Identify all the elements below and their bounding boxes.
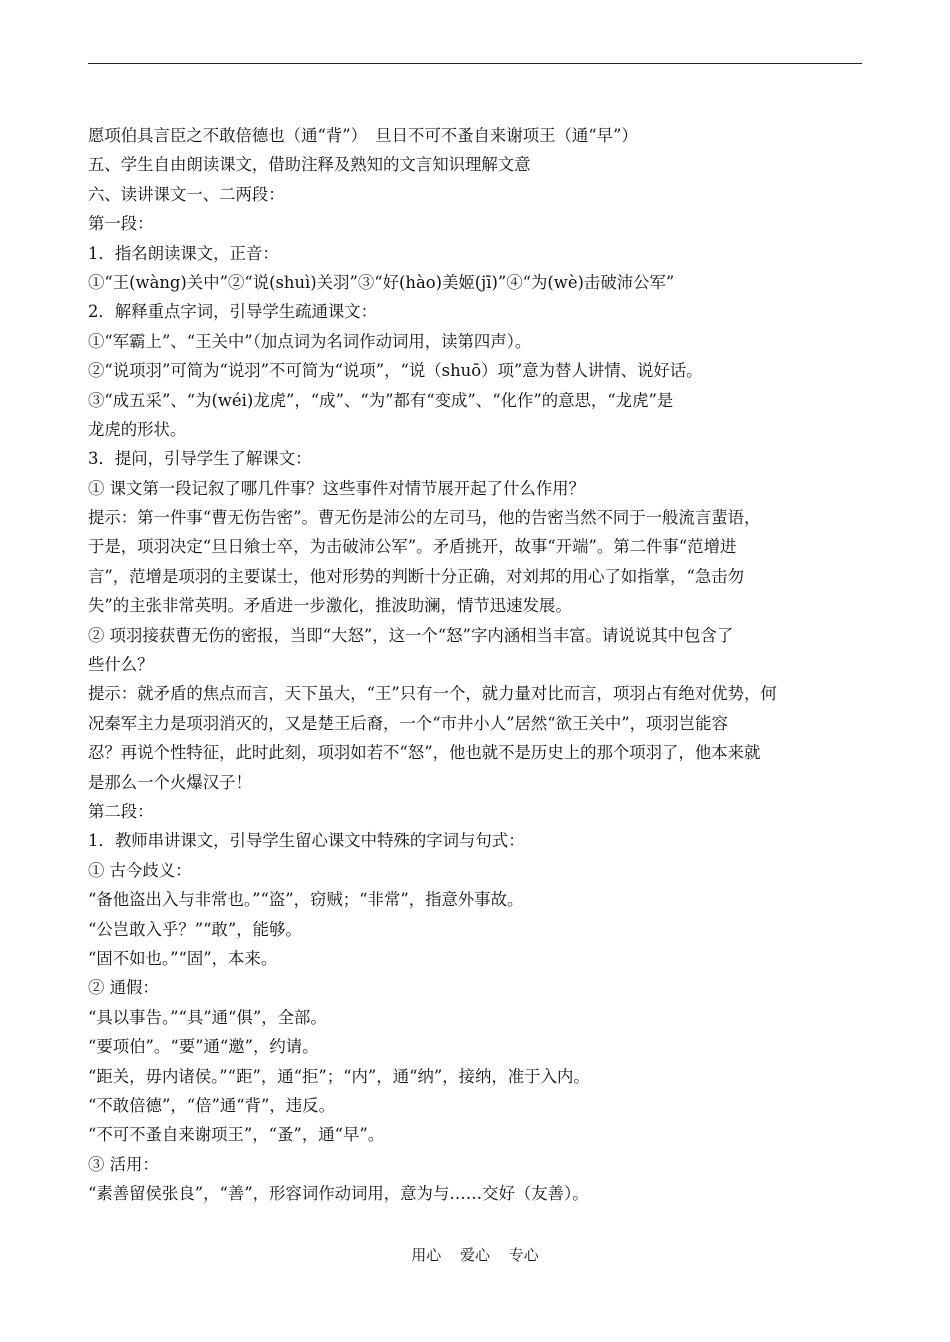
page-footer: [0, 1244, 950, 1265]
text-line: ② 项羽接获曹无伤的密报，当即“大怒”，这一个“怒”字内涵相当丰富。请说说其中包含了: [88, 625, 734, 645]
text-line: 第一段：: [88, 214, 154, 234]
text-line: ①“王(wàng)关中”②“说(shuì)关羽”③“好(hào)美姬(jī)”④“为(wè)击破沛公军”: [88, 272, 675, 292]
text-line: ① 古今歧义：: [88, 860, 192, 880]
text-line: 1．教师串讲课文，引导学生留心课文中特殊的字词与句式：: [88, 831, 525, 851]
text-line: “备他盗出入与非常也。”“盗”，窃贼；“非常”，指意外事故。: [88, 890, 524, 910]
text-line: 愿项伯具言臣之不敢倍德也（通“背”） 旦日不可不蚤自来谢项王（通“早”）: [88, 126, 638, 145]
text-line: 2．解释重点字词，引导学生疏通课文：: [88, 302, 378, 322]
text-line: 五、学生自由朗读课文，借助注释及熟知的文言知识理解文意: [88, 155, 531, 175]
text-line: 于是，项羽决定“旦日飨士卒，为击破沛公军”。矛盾挑开，故事“开端”。第二件事“范增进: [88, 537, 737, 557]
text-line: ① 课文第一段记叙了哪几件事？这些事件对情节展开起了什么作用？: [88, 478, 585, 498]
text-line: “素善留侯张良”，“善”，形容词作动词用，意为与……交好（友善）。: [88, 1184, 589, 1204]
text-line: 龙虎的形状。: [88, 419, 187, 439]
text-line: “距关，毋内诸侯。”“距”，通“拒”；“内”，通“纳”，接纳，准于入内。: [88, 1066, 590, 1086]
text-line: 些什么？: [88, 655, 154, 675]
text-line: “要项伯”。“要”通“邀”，约请。: [88, 1037, 319, 1057]
text-line: ①“军霸上”、“王关中”（加点词为名词作动词用，读第四声）。: [88, 331, 532, 351]
header-rule: [88, 63, 862, 64]
text-line: 失”的主张非常英明。矛盾进一步激化，推波助澜，情节迅速发展。: [88, 596, 572, 616]
text-line: 言”，范增是项羽的主要谋士，他对形势的判断十分正确，对刘邦的用心了如指掌，“急击勿: [88, 566, 744, 586]
text-line: “固不如也。”“固”，本来。: [88, 948, 278, 968]
text-line: “公岂敢入乎？”“敢”，能够。: [88, 919, 302, 939]
text-line: “不敢倍德”，“倍”通“背”，违反。: [88, 1095, 335, 1115]
text-line: 3．提问，引导学生了解课文：: [88, 449, 312, 469]
text-line: “具以事告。”“具”通“俱”，全部。: [88, 1007, 327, 1027]
text-line: “不可不蚤自来谢项王”，“蚤”，通“早”。: [88, 1125, 385, 1145]
text-line: 提示：就矛盾的焦点而言，天下虽大，“王”只有一个，就力量对比而言，项羽占有绝对优势，何: [88, 684, 777, 704]
text-line: ② 通假：: [88, 978, 159, 998]
text-line: ③ 活用：: [88, 1154, 159, 1174]
text-line: 是那么一个火爆汉子！: [88, 772, 252, 792]
footer-item: 用心: [411, 1246, 442, 1264]
text-line: ②“说项羽”可简为“说羽”不可简为“说项”，“说（shuō）项”意为替人讲情、说好话。: [88, 361, 703, 381]
footer-item: 爱心: [459, 1246, 490, 1264]
footer-item: 专心: [508, 1246, 539, 1264]
text-line: 六、读讲课文一、二两段：: [88, 184, 285, 204]
text-line: 1．指名朗读课文，正音：: [88, 243, 279, 263]
text-line: 提示：第一件事“曹无伤告密”。曹无伤是沛公的左司马，他的告密当然不同于一般流言蜚语，: [88, 508, 761, 528]
text-line: 况秦军主力是项羽消灭的，又是楚王后裔，一个“市井小人”居然“欲王关中”，项羽岂能容: [88, 713, 728, 733]
document-body: [88, 121, 864, 1208]
text-line: ③“成五采”、“为(wéi)龙虎”，“成”、“为”都有“变成”、“化作”的意思，“龙虎”是: [88, 390, 674, 410]
text-line: 第二段：: [88, 801, 154, 821]
text-line: 忍？再说个性特征，此时此刻，项羽如若不“怒”，他也就不是历史上的那个项羽了，他本来就: [88, 743, 761, 763]
